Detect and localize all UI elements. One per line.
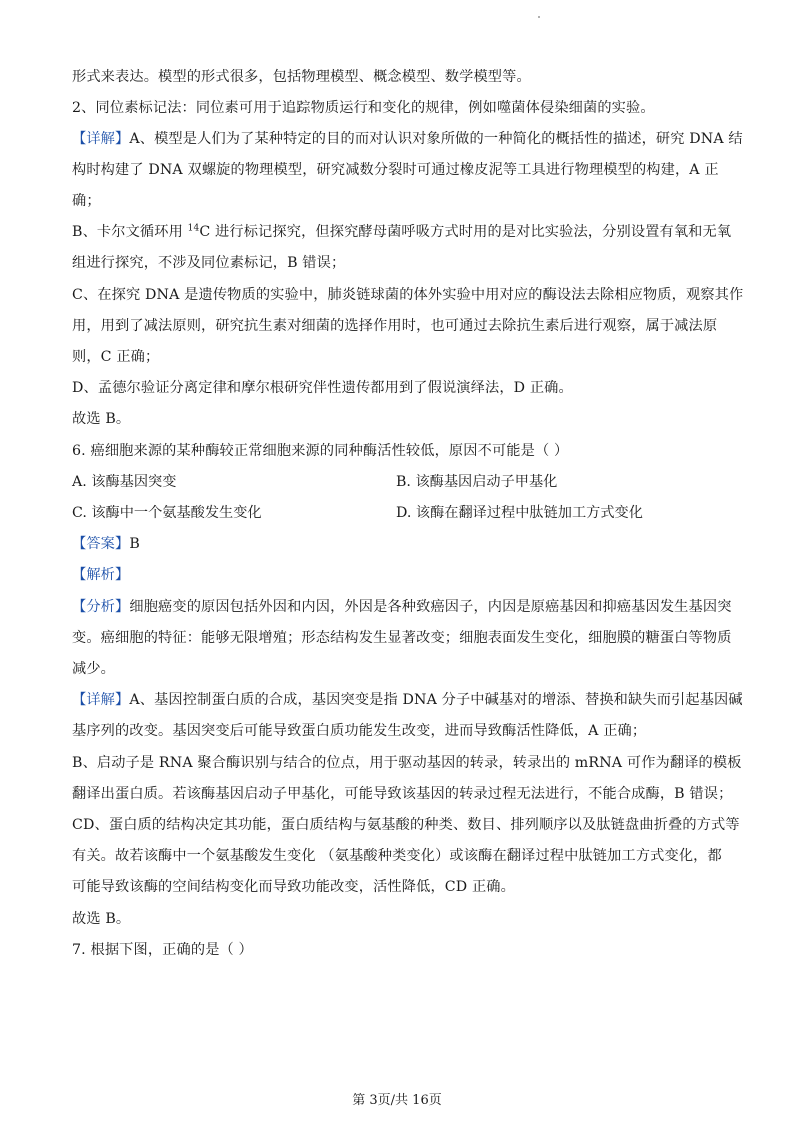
text-span: 细胞癌变的原因包括外因和内因，外因是各种致癌因子，内因是原癌基因和抑癌基因发生基因突 bbox=[129, 599, 732, 615]
text-line: 可能导致该酶的空间结构变化而导致功能改变，活性降低，CD 正确。 bbox=[72, 879, 515, 895]
text-line: D、孟德尔验证分离定律和摩尔根研究伴性遗传都用到了假说演绎法，D 正确。 bbox=[72, 380, 573, 396]
text-line: 构时构建了 DNA 双螺旋的物理模型，研究减数分裂时可通过橡皮泥等工具进行物理模型的构建，A 正 bbox=[72, 162, 719, 178]
page-footer: 第 3页/共 16页 bbox=[352, 1093, 442, 1108]
text-line: 变。癌细胞的特征：能够无限增殖；形态结构发生显著改变；细胞表面发生变化，细胞膜的糖蛋白等物质 bbox=[72, 630, 732, 646]
text-span: A、基因控制蛋白质的合成，基因突变是指 DNA 分子中碱基对的增添、替换和缺失而引起基因碱 bbox=[129, 692, 743, 708]
text-line: 确； bbox=[72, 193, 101, 209]
text-line: 故选 B。 bbox=[72, 411, 131, 427]
analysis-paragraph-line bbox=[72, 597, 732, 617]
text-line: 减少。 bbox=[72, 661, 116, 677]
option-d: D. 该酶在翻译过程中肽链加工方式变化 bbox=[396, 505, 643, 521]
text-line bbox=[72, 222, 732, 242]
text-line: 故选 B。 bbox=[72, 911, 131, 927]
text-line: 有关。故若该酶中一个氨基酸发生变化 （氨基酸种类变化）或该酶在翻译过程中肽链加工方式变化，都 bbox=[72, 848, 722, 864]
option-b: B. 该酶基因启动子甲基化 bbox=[396, 474, 558, 490]
jiexi-tag: 【解析】 bbox=[72, 567, 130, 583]
text-line: 则，C 正确； bbox=[72, 349, 160, 365]
detail-tag: 【详解】 bbox=[72, 692, 130, 708]
question-7-stem: 7. 根据下图，正确的是（ ） bbox=[72, 942, 253, 958]
text-span: A、模型是人们为了某种特定的目的而对认识对象所做的一种简化的概括性的描述，研究 DNA 结 bbox=[129, 131, 743, 147]
detail-paragraph-line bbox=[72, 129, 743, 149]
option-a: A. 该酶基因突变 bbox=[72, 474, 177, 490]
analysis-tag: 【分析】 bbox=[72, 599, 130, 615]
question-6-stem: 6. 癌细胞来源的某种酶较正常细胞来源的同种酶活性较低，原因不可能是（ ） bbox=[72, 443, 569, 459]
text-line: 用，用到了减法原则，研究抗生素对细菌的选择作用时，也可通过去除抗生素后进行观察，属于减法原 bbox=[72, 318, 718, 334]
answer-value: B bbox=[129, 536, 140, 552]
detail-paragraph-line bbox=[72, 690, 743, 710]
text-line: 2、同位素标记法：同位素可用于追踪物质运行和变化的规律，例如噬菌体侵染细菌的实验。 bbox=[72, 100, 655, 116]
text-line: B、启动子是 RNA 聚合酶识别与结合的位点，用于驱动基因的转录，转录出的 mRNA 可作为翻译的模板 bbox=[72, 755, 742, 771]
detail-tag: 【详解】 bbox=[72, 131, 130, 147]
text-span: B、卡尔文循环用 bbox=[72, 224, 188, 240]
text-span: C 进行标记探究，但探究酵母菌呼吸方式时用的是对比实验法，分别设置有氧和无氧 bbox=[199, 224, 732, 240]
text-line: 组进行探究，不涉及同位素标记，B 错误； bbox=[72, 255, 346, 271]
option-c: C. 该酶中一个氨基酸发生变化 bbox=[72, 505, 262, 521]
text-line: C、在探究 DNA 是遗传物质的实验中，肺炎链球菌的体外实验中用对应的酶设法去除相应物质，观察其作 bbox=[72, 287, 744, 303]
answer-line bbox=[72, 534, 732, 554]
jiexi-line bbox=[72, 565, 732, 585]
isotope-superscript: 14 bbox=[187, 223, 200, 234]
text-line: CD、蛋白质的结构决定其功能，蛋白质结构与氨基酸的种类、数目、排列顺序以及肽链盘曲折叠的方式等 bbox=[72, 817, 740, 833]
text-line: 翻译出蛋白质。若该酶基因启动子甲基化，可能导致该基因的转录过程无法进行，不能合成酶，B 错误； bbox=[72, 786, 733, 802]
speck-mark bbox=[538, 16, 540, 18]
text-line: 形式来表达。模型的形式很多，包括物理模型、概念模型、数学模型等。 bbox=[72, 69, 531, 85]
text-line: 基序列的改变。基因突变后可能导致蛋白质功能发生改变，进而导致酶活性降低，A 正确； bbox=[72, 723, 647, 739]
answer-tag: 【答案】 bbox=[72, 536, 130, 552]
